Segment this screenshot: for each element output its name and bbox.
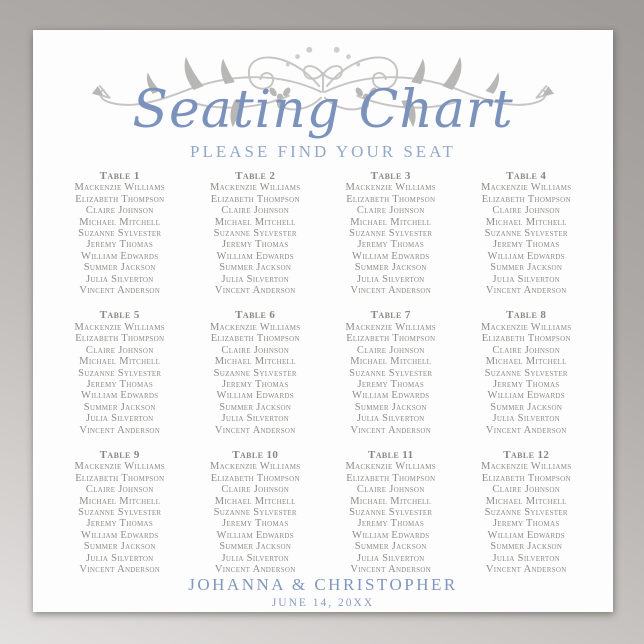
guest-name: William Edwards — [487, 529, 565, 541]
table-heading: Table 1 — [99, 170, 140, 182]
table-heading: Table 9 — [99, 448, 140, 461]
guest-name: Vincent Anderson — [214, 285, 296, 297]
guest-name: William Edwards — [80, 529, 159, 541]
guest-list — [55, 461, 185, 575]
guest-name: Claire Johnson — [221, 205, 290, 217]
table-block — [462, 171, 592, 296]
table-heading: Table 4 — [506, 170, 547, 182]
guest-name: Jeremy Thomas — [86, 378, 154, 390]
guest-name: Mackenzie Williams — [210, 321, 301, 333]
guest-name: Elizabeth Thompson — [481, 333, 571, 345]
guest-name: Mackenzie Williams — [74, 321, 165, 333]
guest-list — [55, 182, 185, 296]
guest-name: Mackenzie Williams — [345, 182, 436, 194]
guest-name: Michael Mitchell — [485, 356, 567, 368]
guest-name: Mackenzie Williams — [74, 461, 165, 473]
guest-name: Jeremy Thomas — [357, 518, 425, 530]
guest-name: Jeremy Thomas — [492, 518, 560, 530]
table-block — [191, 450, 321, 575]
guest-name: Julia Silverton — [492, 273, 561, 285]
guest-name: Claire Johnson — [221, 344, 290, 356]
guest-name: Summer Jackson — [219, 262, 292, 274]
guest-name: Vincent Anderson — [79, 285, 161, 297]
guest-list — [462, 182, 592, 296]
guest-name: Michael Mitchell — [350, 356, 432, 368]
guest-name: Julia Silverton — [356, 552, 425, 564]
guest-name: William Edwards — [80, 250, 159, 262]
guest-name: Elizabeth Thompson — [346, 193, 436, 205]
guest-name: Michael Mitchell — [79, 495, 161, 507]
table-heading: Table 11 — [368, 448, 414, 461]
guest-name: Vincent Anderson — [350, 564, 432, 575]
event-date: JUNE 14, 20XX — [271, 597, 375, 609]
guest-name: Claire Johnson — [85, 484, 154, 496]
table-block — [462, 310, 592, 435]
guest-name: Julia Silverton — [85, 552, 154, 564]
guest-name: Jeremy Thomas — [221, 239, 289, 251]
guest-name: Summer Jackson — [490, 401, 563, 413]
guest-name: Elizabeth Thompson — [346, 472, 436, 484]
guest-name: Claire Johnson — [492, 344, 561, 356]
poster-title: Seating Chart — [132, 80, 514, 140]
guest-name: Vincent Anderson — [214, 564, 296, 575]
guest-name: Summer Jackson — [490, 541, 563, 553]
guest-name: Claire Johnson — [356, 205, 425, 217]
guest-name: Julia Silverton — [492, 413, 561, 425]
guest-name: Suzanne Sylvester — [78, 367, 162, 379]
couple-names: JOHANNA & CHRISTOPHER — [188, 575, 458, 594]
guest-name: Julia Silverton — [85, 273, 154, 285]
guest-name: Summer Jackson — [354, 541, 427, 553]
guest-list — [191, 322, 321, 436]
table-block — [462, 450, 592, 575]
guest-name: Elizabeth Thompson — [481, 472, 571, 484]
guest-name: Elizabeth Thompson — [210, 193, 300, 205]
guest-name: Julia Silverton — [356, 413, 425, 425]
guest-list — [326, 182, 456, 296]
guest-name: Michael Mitchell — [485, 216, 567, 228]
guest-name: Elizabeth Thompson — [481, 193, 571, 205]
guest-name: Jeremy Thomas — [492, 378, 560, 390]
guest-name: Suzanne Sylvester — [349, 367, 433, 379]
guest-name: Michael Mitchell — [214, 356, 296, 368]
guest-name: Mackenzie Williams — [345, 321, 436, 333]
guest-name: William Edwards — [216, 250, 294, 262]
guest-name: Michael Mitchell — [214, 216, 296, 228]
guest-name: Elizabeth Thompson — [75, 472, 165, 484]
guest-name: Suzanne Sylvester — [213, 228, 297, 240]
tables-grid — [55, 171, 591, 575]
guest-name: Summer Jackson — [83, 541, 156, 553]
guest-list — [462, 322, 592, 436]
guest-name: Summer Jackson — [354, 262, 427, 274]
guest-name: Vincent Anderson — [485, 564, 567, 575]
guest-name: Suzanne Sylvester — [349, 506, 433, 518]
guest-name: Michael Mitchell — [350, 216, 432, 228]
guest-name: Suzanne Sylvester — [213, 506, 297, 518]
guest-name: Elizabeth Thompson — [75, 193, 165, 205]
guest-name: Mackenzie Williams — [210, 182, 301, 194]
table-heading: Table 7 — [370, 309, 411, 322]
guest-name: Mackenzie Williams — [481, 461, 572, 473]
table-heading: Table 5 — [99, 309, 140, 322]
guest-name: Suzanne Sylvester — [213, 367, 297, 379]
guest-name: Claire Johnson — [85, 205, 154, 217]
guest-name: Jeremy Thomas — [492, 239, 560, 251]
guest-name: Jeremy Thomas — [221, 518, 289, 530]
guest-name: Julia Silverton — [492, 552, 561, 564]
guest-name: Vincent Anderson — [350, 285, 432, 297]
guest-name: Vincent Anderson — [79, 564, 161, 575]
guest-name: Julia Silverton — [85, 413, 154, 425]
guest-list — [191, 182, 321, 296]
guest-name: Claire Johnson — [221, 484, 290, 496]
guest-name: Mackenzie Williams — [481, 321, 572, 333]
guest-name: Michael Mitchell — [79, 216, 161, 228]
guest-name: Claire Johnson — [356, 484, 425, 496]
table-block — [55, 171, 185, 296]
guest-name: Jeremy Thomas — [221, 378, 289, 390]
guest-name: Mackenzie Williams — [345, 461, 436, 473]
guest-name: Summer Jackson — [219, 401, 292, 413]
table-block — [326, 171, 456, 296]
table-block — [326, 450, 456, 575]
table-block — [55, 450, 185, 575]
table-block — [191, 171, 321, 296]
table-block — [191, 310, 321, 435]
guest-name: Elizabeth Thompson — [75, 333, 165, 345]
guest-name: Julia Silverton — [356, 273, 425, 285]
guest-name: Elizabeth Thompson — [210, 333, 300, 345]
guest-name: William Edwards — [351, 390, 430, 402]
table-heading: Table 3 — [370, 170, 411, 182]
guest-name: Claire Johnson — [85, 344, 154, 356]
poster-subtitle: PLEASE FIND YOUR SEAT — [190, 142, 456, 161]
guest-name: Elizabeth Thompson — [346, 333, 436, 345]
guest-name: Vincent Anderson — [214, 424, 296, 436]
guest-name: Elizabeth Thompson — [210, 472, 300, 484]
guest-name: Summer Jackson — [219, 541, 292, 553]
guest-name: Michael Mitchell — [350, 495, 432, 507]
guest-name: Jeremy Thomas — [86, 239, 154, 251]
guest-name: Suzanne Sylvester — [78, 228, 162, 240]
guest-list — [191, 461, 321, 575]
guest-name: Jeremy Thomas — [357, 378, 425, 390]
guest-name: William Edwards — [216, 529, 294, 541]
guest-name: Suzanne Sylvester — [484, 228, 568, 240]
guest-name: William Edwards — [487, 250, 565, 262]
table-heading: Table 12 — [503, 448, 550, 461]
guest-name: William Edwards — [80, 390, 159, 402]
guest-name: Vincent Anderson — [79, 424, 161, 436]
guest-name: Summer Jackson — [354, 401, 427, 413]
guest-name: William Edwards — [351, 529, 430, 541]
guest-name: Mackenzie Williams — [481, 182, 572, 194]
table-heading: Table 8 — [506, 309, 547, 322]
guest-name: Vincent Anderson — [485, 424, 567, 436]
guest-name: Suzanne Sylvester — [484, 506, 568, 518]
table-heading: Table 10 — [232, 448, 279, 461]
guest-name: Michael Mitchell — [79, 356, 161, 368]
guest-name: Vincent Anderson — [485, 285, 567, 297]
guest-name: Vincent Anderson — [350, 424, 432, 436]
table-heading: Table 6 — [235, 309, 276, 322]
guest-name: Suzanne Sylvester — [349, 228, 433, 240]
guest-list — [462, 461, 592, 575]
guest-name: Julia Silverton — [221, 273, 290, 285]
guest-name: Michael Mitchell — [214, 495, 296, 507]
guest-name: Julia Silverton — [221, 413, 290, 425]
guest-name: Jeremy Thomas — [86, 518, 154, 530]
guest-name: William Edwards — [351, 250, 430, 262]
guest-name: Jeremy Thomas — [357, 239, 425, 251]
guest-name: Summer Jackson — [83, 262, 156, 274]
guest-name: Summer Jackson — [83, 401, 156, 413]
guest-name: Mackenzie Williams — [210, 461, 301, 473]
table-block — [326, 310, 456, 435]
guest-name: Mackenzie Williams — [74, 182, 165, 194]
guest-name: Julia Silverton — [221, 552, 290, 564]
guest-name: William Edwards — [216, 390, 294, 402]
table-heading: Table 2 — [235, 170, 276, 182]
guest-name: Claire Johnson — [492, 484, 561, 496]
guest-name: Summer Jackson — [490, 262, 563, 274]
table-block — [55, 310, 185, 435]
guest-name: Suzanne Sylvester — [78, 506, 162, 518]
guest-name: William Edwards — [487, 390, 565, 402]
guest-name: Claire Johnson — [492, 205, 561, 217]
guest-list — [326, 461, 456, 575]
guest-list — [55, 322, 185, 436]
guest-name: Michael Mitchell — [485, 495, 567, 507]
guest-name: Suzanne Sylvester — [484, 367, 568, 379]
guest-name: Claire Johnson — [356, 344, 425, 356]
seating-chart-poster — [33, 30, 613, 612]
guest-list — [326, 322, 456, 436]
